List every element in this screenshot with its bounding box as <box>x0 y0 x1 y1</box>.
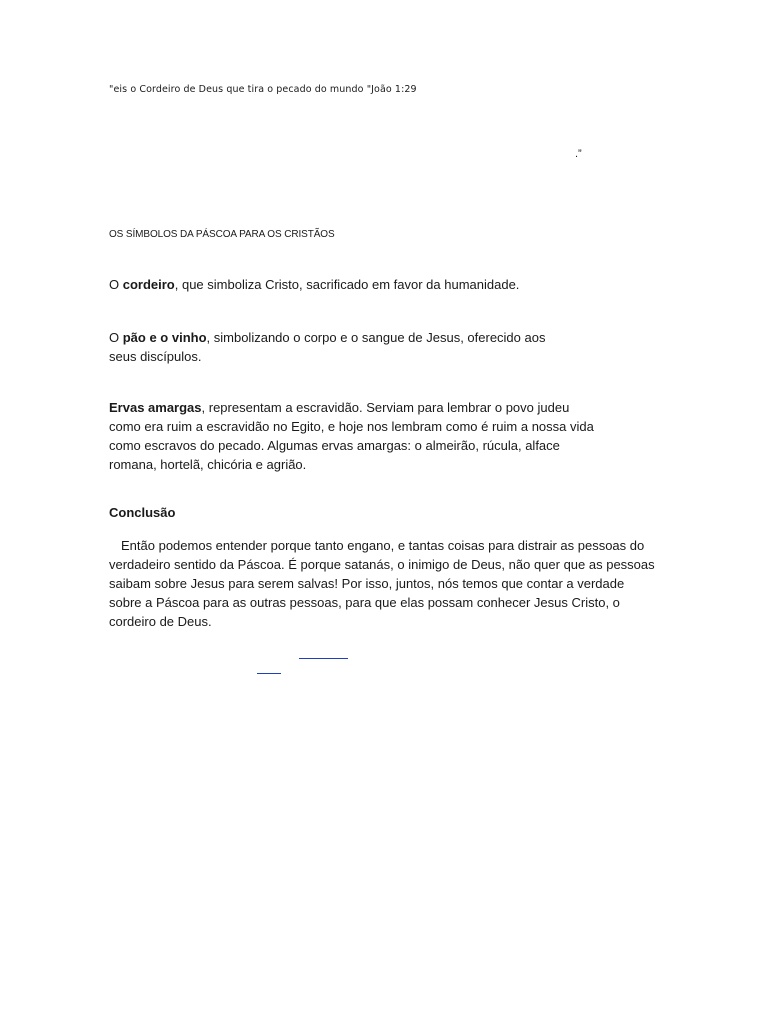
hyperlink-underline[interactable] <box>257 673 281 674</box>
stray-punctuation: .” <box>575 148 582 160</box>
symbol-prefix: O <box>109 277 123 292</box>
section-heading: OS SÍMBOLOS DA PÁSCOA PARA OS CRISTÃOS <box>109 229 335 240</box>
conclusion-title: Conclusão <box>109 505 176 520</box>
symbol-term: cordeiro <box>122 277 175 292</box>
symbol-paragraph-bread-wine <box>109 328 549 366</box>
symbol-prefix: O <box>109 330 123 345</box>
symbol-paragraph-lamb <box>109 275 629 294</box>
bible-quote: "eis o Cordeiro de Deus que tira o pecado do mundo "João 1:29 <box>109 84 417 95</box>
conclusion-paragraph: Então podemos entender porque tanto engano, e tantas coisas para distrair as pessoas do verdadeiro sentido da Páscoa. É porque satanás, o inimigo de Deus, não quer que as pessoas saibam sobre Jesus para serem salvas! Por isso, juntos, nós temos que contar a verdade sobre a Páscoa para as outras pessoas, para que elas possam conhecer Jesus Cristo, o cordeiro de Deus. <box>109 538 655 629</box>
symbol-text: , que simboliza Cristo, sacrificado em favor da humanidade. <box>174 277 520 292</box>
symbol-text: , simbolizando o corpo e o sangue de Jesus, oferecido aos seus discípulos. <box>109 330 546 364</box>
symbol-text: , representam a escravidão. Serviam para lembrar o povo judeu como era ruim a escravidão no Egito, e hoje nos lembram como é ruim a nossa vida como escravos do pecado. Algumas ervas amargas: o almeirão, rúcula, alface romana, hortelã, chicória e agrião. <box>109 400 594 472</box>
symbol-paragraph-bitter-herbs <box>109 398 604 474</box>
symbol-term: pão e o vinho <box>122 330 207 345</box>
hyperlink-underline[interactable] <box>299 658 348 659</box>
symbol-term: Ervas amargas <box>109 400 202 415</box>
